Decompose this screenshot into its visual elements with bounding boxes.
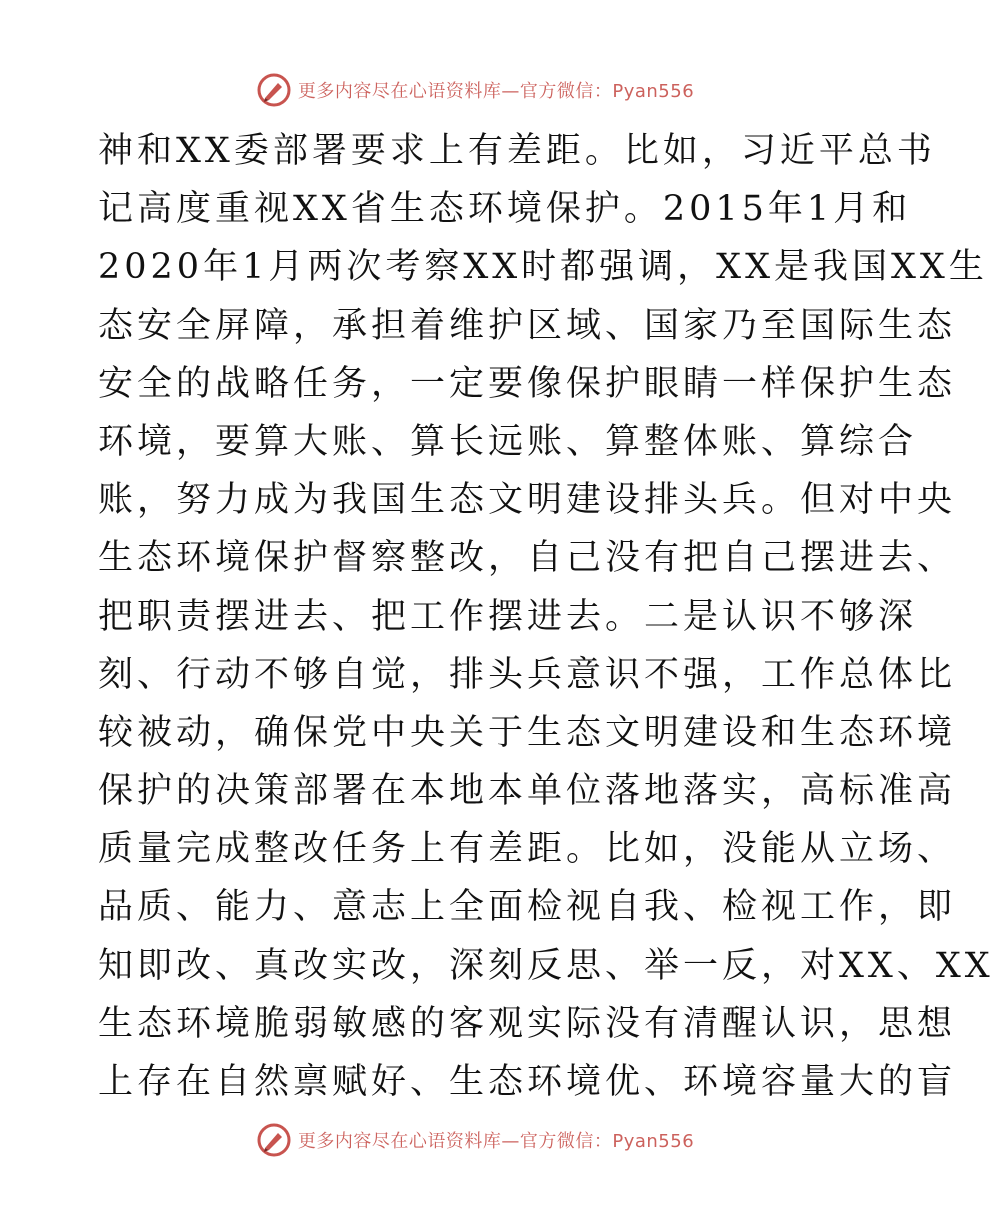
document-body xyxy=(98,122,994,1111)
text-line: 记高度重视XX省生态环境保护。2015年1月和 xyxy=(98,189,912,230)
text-line: 态安全屏障，承担着维护区域、国家乃至国际生态 xyxy=(98,305,957,346)
pen-logo-icon xyxy=(256,1122,292,1158)
text-line: 账，努力成为我国生态文明建设排头兵。但对中央 xyxy=(98,480,957,521)
header-watermark xyxy=(0,68,950,112)
header-watermark-text: 更多内容尽在心语资料库—官方微信：Pyan556 xyxy=(297,81,695,102)
text-line: 生态环境脆弱敏感的客观实际没有清醒认识，思想 xyxy=(98,1003,957,1044)
text-line: 神和XX委部署要求上有差距。比如，习近平总书 xyxy=(98,131,936,171)
footer-watermark xyxy=(0,1118,950,1162)
text-line: 刻、行动不够自觉，排头兵意识不强，工作总体比 xyxy=(98,654,957,695)
text-line: 品质、能力、意志上全面检视自我、检视工作，即 xyxy=(98,887,957,928)
footer-watermark-text: 更多内容尽在心语资料库—官方微信：Pyan556 xyxy=(297,1131,695,1152)
pen-logo-icon xyxy=(256,72,292,108)
text-line: 知即改、真改实改，深刻反思、举一反，对XX、XX xyxy=(98,945,994,986)
text-line: 上存在自然禀赋好、生态环境优、环境容量大的盲 xyxy=(98,1062,957,1102)
text-line: 生态环境保护督察整改，自己没有把自己摆进去、 xyxy=(98,538,957,579)
text-line: 保护的决策部署在本地本单位落地落实，高标准高 xyxy=(98,771,957,812)
text-line: 环境，要算大账、算长远账、算整体账、算综合 xyxy=(98,421,918,462)
text-line: 安全的战略任务，一定要像保护眼睛一样保护生态 xyxy=(98,363,957,404)
text-line: 质量完成整改任务上有差距。比如，没能从立场、 xyxy=(98,829,957,870)
text-line: 把职责摆进去、把工作摆进去。二是认识不够深 xyxy=(98,596,918,637)
text-line: 较被动，确保党中央关于生态文明建设和生态环境 xyxy=(98,712,957,753)
text-line: 2020年1月两次考察XX时都强调，XX是我国XX生 xyxy=(98,247,988,288)
